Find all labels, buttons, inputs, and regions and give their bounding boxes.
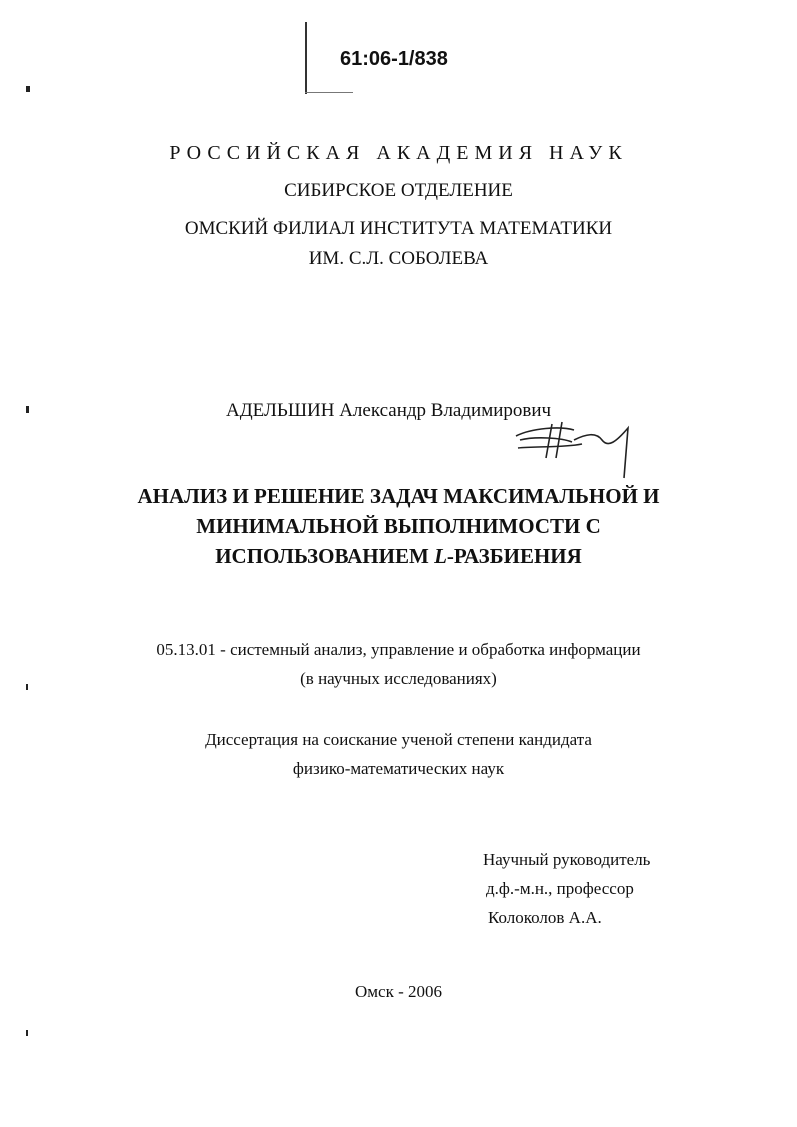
institute-named-after: ИМ. С.Л. СОБОЛЕВА [308, 248, 489, 269]
stamp-underline [305, 92, 353, 93]
scan-speck [26, 86, 30, 92]
author-signature [512, 418, 642, 482]
author-given-names: Александр Владимирович [339, 400, 552, 421]
title-line-1: АНАЛИЗ И РЕШЕНИЕ ЗАДАЧ МАКСИМАЛЬНОЙ И [137, 484, 660, 508]
institute-name: ОМСКИЙ ФИЛИАЛ ИНСТИТУТА МАТЕМАТИКИ [184, 218, 613, 239]
specialty-line-2: (в научных исследованиях) [300, 669, 497, 688]
title-line-3 [0, 544, 797, 569]
author-surname: АДЕЛЬШИН [226, 400, 335, 421]
author-name [226, 400, 551, 422]
stamp-border [305, 22, 307, 94]
title-line-2: МИНИМАЛЬНОЙ ВЫПОЛНИМОСТИ С [196, 514, 601, 538]
stamp-code: 61:06-1/838 [340, 48, 448, 70]
branch-name: СИБИРСКОЕ ОТДЕЛЕНИЕ [284, 180, 513, 201]
city-year: Омск - 2006 [354, 982, 442, 1001]
title-line-3-italic: L [434, 544, 447, 568]
degree-line-2: физико-математических наук [292, 759, 505, 778]
scan-speck [26, 1030, 28, 1036]
supervisor-role: Научный руководитель [483, 850, 651, 869]
specialty-line-1: 05.13.01 - системный анализ, управление и обработка информации [156, 640, 641, 659]
title-line-3-prefix: ИСПОЛЬЗОВАНИЕМ [215, 544, 435, 568]
degree-line-1: Диссертация на соискание ученой степени кандидата [205, 730, 592, 749]
title-line-3-suffix: -РАЗБИЕНИЯ [446, 544, 582, 568]
supervisor-credentials: д.ф.-м.н., профессор [486, 879, 634, 898]
scan-speck [26, 406, 29, 413]
academy-name: РОССИЙСКАЯ АКАДЕМИЯ НАУК [169, 142, 628, 164]
supervisor-name: Колоколов А.А. [488, 908, 602, 927]
